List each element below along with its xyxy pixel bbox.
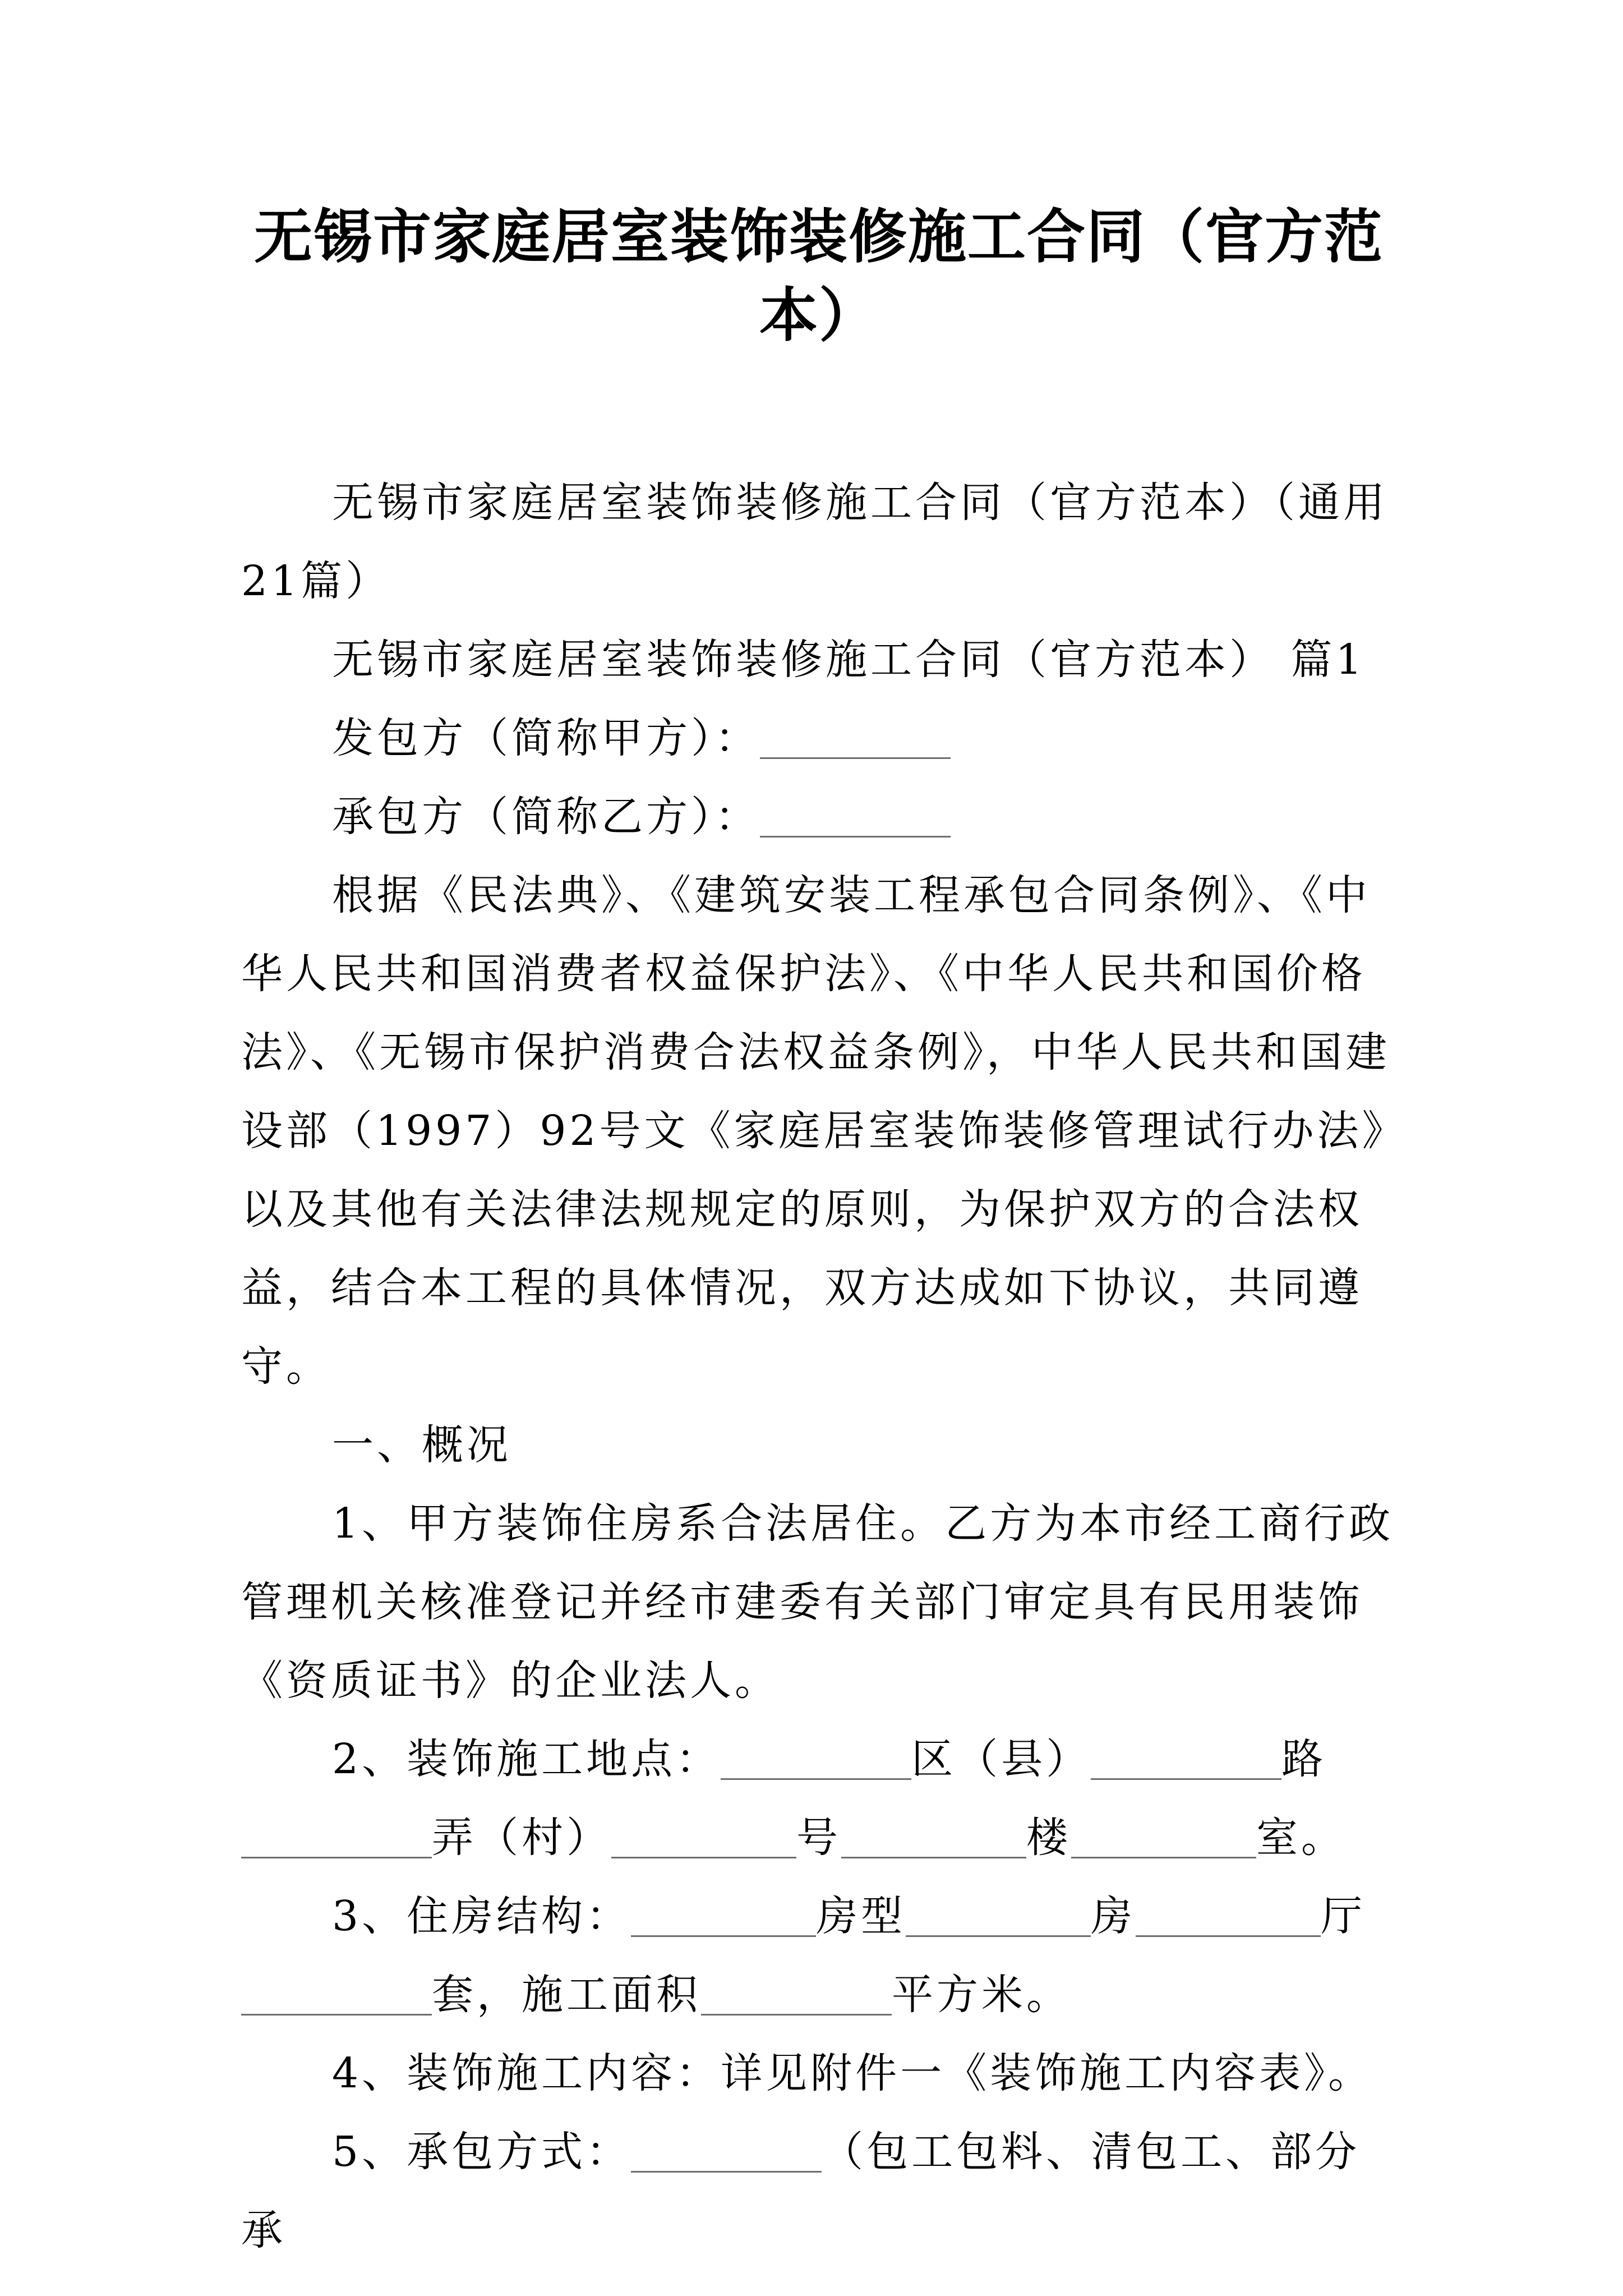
number-label: 号	[796, 1814, 841, 1862]
item-5-paragraph	[241, 2113, 1396, 2270]
number-blank[interactable]	[611, 1815, 796, 1858]
document-body	[241, 463, 1396, 2270]
building-label: 楼	[1026, 1814, 1071, 1862]
party-b-line	[241, 777, 1396, 856]
section-1-heading: 一、概况	[332, 1421, 511, 1469]
article-heading: 无锡市家庭居室装饰装修施工合同（官方范本） 篇1	[332, 636, 1366, 684]
house-type-blank[interactable]	[631, 1894, 816, 1937]
suites-label: 套，施工面积	[432, 1971, 701, 2019]
item-5-label: 5、承包方式：	[332, 2128, 631, 2176]
room-label: 室。	[1256, 1814, 1346, 1862]
road-blank[interactable]	[1091, 1737, 1281, 1780]
road-label: 路	[1281, 1735, 1327, 1783]
item-5-options: （包工包料、清包工、部分承	[241, 2128, 1361, 2254]
building-blank[interactable]	[841, 1815, 1026, 1858]
collection-line: 无锡市家庭居室装饰装修施工合同（官方范本）（通用21篇）	[241, 478, 1388, 605]
rooms-label: 房	[1091, 1892, 1136, 1940]
halls-blank[interactable]	[1136, 1894, 1321, 1937]
area-unit-label: 平方米。	[892, 1971, 1071, 2019]
district-blank[interactable]	[721, 1737, 911, 1780]
party-a-label: 发包方（简称甲方）：	[332, 714, 760, 762]
party-b-blank[interactable]	[760, 794, 951, 838]
item-3-paragraph	[241, 1877, 1396, 2034]
rooms-blank[interactable]	[906, 1894, 1091, 1937]
party-a-blank[interactable]	[760, 716, 951, 759]
party-a-line	[241, 699, 1396, 777]
item-4-paragraph: 4、装饰施工内容：详见附件一《装饰施工内容表》。	[332, 2049, 1373, 2097]
halls-label: 厅	[1321, 1892, 1366, 1940]
document-title: 无锡市家庭居室装饰装修施工合同（官方范本）	[253, 202, 1384, 349]
suites-blank[interactable]	[241, 1972, 432, 2016]
item-2-label: 2、装饰施工地点：	[332, 1735, 721, 1783]
item-1-paragraph: 1、甲方装饰住房系合法居住。乙方为本市经工商行政管理机关核准登记并经市建委有关部门审定具有民用装饰《资质证书》的企业法人。	[241, 1499, 1394, 1705]
party-b-label: 承包方（简称乙方）：	[332, 793, 760, 841]
area-blank[interactable]	[701, 1972, 892, 2016]
item-3-label: 3、住房结构：	[332, 1892, 631, 1940]
house-type-label: 房型	[816, 1892, 906, 1940]
contract-type-blank[interactable]	[631, 2129, 822, 2173]
district-label: 区（县）	[911, 1735, 1091, 1783]
lane-label: 弄（村）	[432, 1814, 611, 1862]
item-2-paragraph	[241, 1720, 1396, 1877]
lane-blank[interactable]	[241, 1815, 432, 1858]
preamble-paragraph: 根据《民法典》、《建筑安装工程承包合同条例》、《中华人民共和国消费者权益保护法》、《中华人民共和国价格法》、《无锡市保护消费合法权益条例》，中华人民共和国建设部（1997）92号文《家庭居室装饰装修管理试行办法》以及其他有关法律法规规定的原则，为保护双方的合法权益，结合本工程的具体情况，双方达成如下协议，共同遵守。	[241, 871, 1390, 1391]
room-blank[interactable]	[1071, 1815, 1256, 1858]
